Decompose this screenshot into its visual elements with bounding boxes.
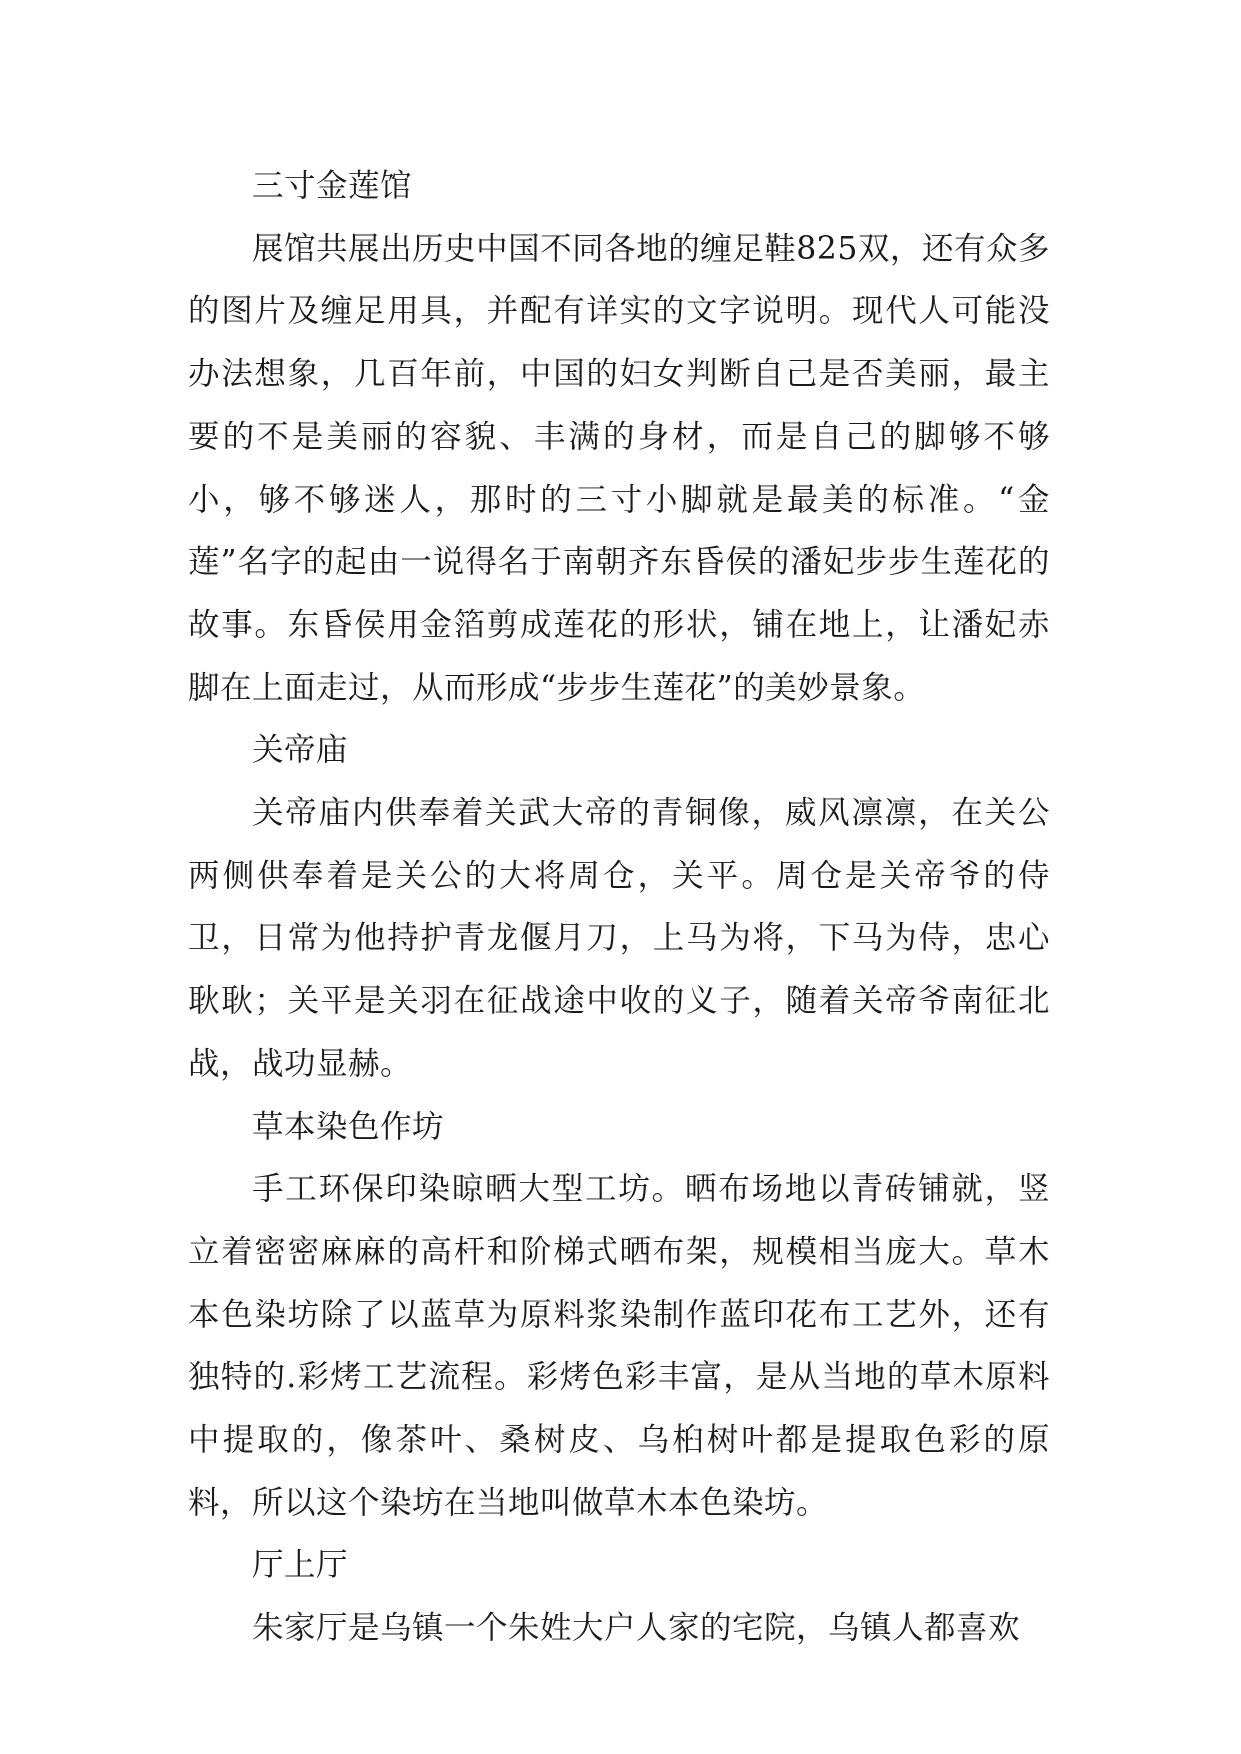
section-heading: 关帝庙	[252, 732, 349, 769]
section-paragraph: 手工环保印染晾晒大型工坊。晒布场地以青砖铺就，竖立着密密麻麻的高杆和阶梯式晒布架，规模相当庞大。草木本色染坊除了以蓝草为原料浆染制作蓝印花布工艺外，还有独特的.彩烤工艺流程。彩烤色彩丰富，是从当地的草木原料中提取的，像茶叶、桑树皮、乌桕树叶都是提取色彩的原料，所以这个染坊在当地叫做草木本色染坊。	[188, 1171, 1050, 1521]
document-body	[188, 155, 1050, 1660]
section-paragraph: 朱家厅是乌镇一个朱姓大户人家的宅院，乌镇人都喜欢	[252, 1610, 1021, 1647]
section-heading: 三寸金莲馆	[252, 168, 413, 204]
section-heading: 厅上厅	[252, 1547, 349, 1584]
section-heading: 草本染色作坊	[252, 1108, 445, 1145]
section-paragraph: 关帝庙内供奉着关武大帝的青铜像，威风凛凛，在关公两侧供奉着是关公的大将周仓，关平。周仓是关帝爷的侍卫，日常为他持护青龙偃月刀，上马为将，下马为侍，忠心耿耿；关平是关羽在征战途中收的义子，随着关帝爷南征北战，战功显赫。	[188, 795, 1050, 1082]
section-paragraph: 展馆共展出历史中国不同各地的缠足鞋825双，还有众多的图片及缠足用具，并配有详实的文字说明。现代人可能没办法想象，几百年前，中国的妇女判断自己是否美丽，最主要的不是美丽的容貌、丰满的身材，而是自己的脚够不够小，够不够迷人，那时的三寸小脚就是最美的标准。“金莲”名字的起由一说得名于南朝齐东昏侯的潘妃步步生莲花的故事。东昏侯用金箔剪成莲花的形状，铺在地上，让潘妃赤脚在上面走过，从而形成“步步生莲花”的美妙景象。	[188, 230, 1050, 706]
